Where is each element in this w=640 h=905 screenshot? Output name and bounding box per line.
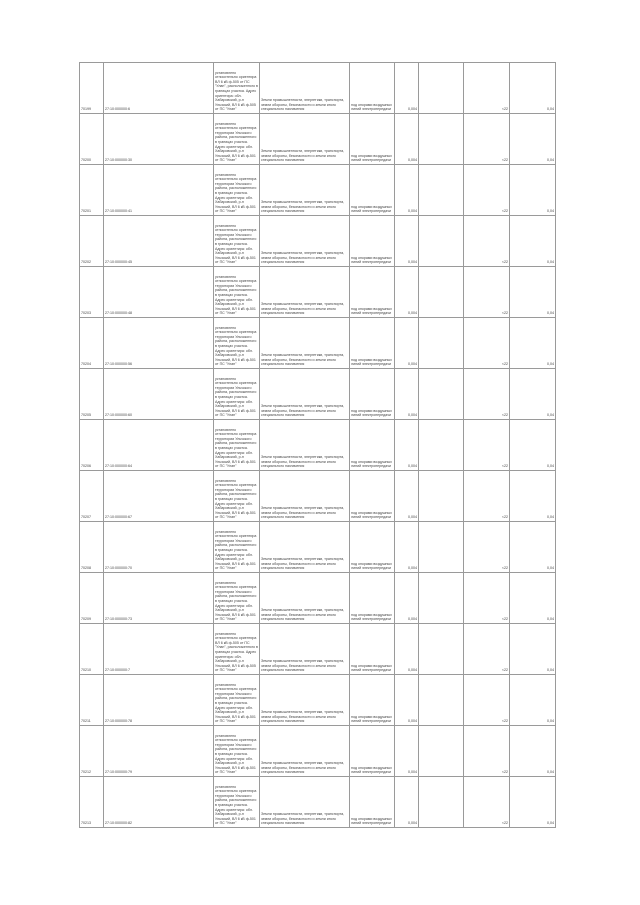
empty-cell	[419, 114, 464, 165]
land-category: Земли промышленности, энергетики, транспорта, земли обороны, безопасности и земли иного специального назначения	[260, 420, 350, 471]
cadastral-number: 27:10:000000:6	[104, 63, 214, 114]
value-b: <22	[464, 471, 510, 522]
location-description: установлено относительно ориентира ВЛ 6 кВ ф-505 от ПС "Улан", расположенного в границах участка. Адрес ориентира: обл. Хабаровский, р-н Ульчский, ВЛ 6 кВ ф-505 от ПС "Улан"	[214, 63, 260, 114]
value-c: 0,04	[510, 471, 556, 522]
permitted-use: под опорами воздушных линий электропередачи	[350, 165, 395, 216]
table-row	[80, 573, 556, 624]
table-row	[80, 777, 556, 828]
location-description: установлено относительно ориентира территории Ульчского района, расположенного в границах участка. Адрес ориентира: обл. Хабаровский, р-н Ульчский, ВЛ 6 кВ ф-501 от ПС "Улан"	[214, 114, 260, 165]
location-description: установлено относительно ориентира территории Ульчского района, расположенного в границах участка. Адрес ориентира: обл. Хабаровский, р-н Ульчский, ВЛ 6 кВ ф-501 от ПС "Улан"	[214, 318, 260, 369]
cadastral-number: 27:10:000000:64	[104, 420, 214, 471]
land-category: Земли промышленности, энергетики, транспорта, земли обороны, безопасности и земли иного специального назначения	[260, 522, 350, 573]
table-row	[80, 114, 556, 165]
cadastral-number: 27:10:000000:60	[104, 369, 214, 420]
table-row	[80, 675, 556, 726]
location-description: установлено относительно ориентира территории Ульчского района, расположенного в границах участка. Адрес ориентира: обл. Хабаровский, р-н Ульчский, ВЛ 6 кВ ф-501 от ПС "Улан"	[214, 216, 260, 267]
row-number: 70205	[80, 369, 104, 420]
area-value: 0,004	[395, 63, 419, 114]
location-description: установлено относительно ориентира территории Ульчского района, расположенного в границах участка. Адрес ориентира: обл. Хабаровский, р-н Ульчский, ВЛ 6 кВ ф-501 от ПС "Улан"	[214, 267, 260, 318]
value-b: <22	[464, 726, 510, 777]
empty-cell	[419, 63, 464, 114]
value-c: 0,04	[510, 216, 556, 267]
permitted-use: под опорами воздушных линий электропередачи	[350, 63, 395, 114]
table-row	[80, 420, 556, 471]
empty-cell	[419, 267, 464, 318]
area-value: 0,004	[395, 726, 419, 777]
row-number: 70206	[80, 420, 104, 471]
row-number: 70212	[80, 726, 104, 777]
location-description: установлено относительно ориентира территории Ульчского района, расположенного в границах участка. Адрес ориентира: обл. Хабаровский, р-н Ульчский, ВЛ 6 кВ ф-501 от ПС "Улан"	[214, 777, 260, 828]
permitted-use: под опорами воздушных линий электропередачи	[350, 420, 395, 471]
cadastral-number: 27:10:000000:78	[104, 675, 214, 726]
land-category: Земли промышленности, энергетики, транспорта, земли обороны, безопасности и земли иного специального назначения	[260, 63, 350, 114]
value-c: 0,04	[510, 573, 556, 624]
table-row	[80, 369, 556, 420]
permitted-use: под опорами воздушных линий электропередачи	[350, 726, 395, 777]
cadastral-number: 27:10:000000:79	[104, 726, 214, 777]
permitted-use: под опорами воздушных линий электропередачи	[350, 777, 395, 828]
cadastral-number: 27:10:000000:45	[104, 216, 214, 267]
area-value: 0,004	[395, 420, 419, 471]
area-value: 0,004	[395, 522, 419, 573]
table-row	[80, 63, 556, 114]
land-category: Земли промышленности, энергетики, транспорта, земли обороны, безопасности и земли иного специального назначения	[260, 573, 350, 624]
land-category: Земли промышленности, энергетики, транспорта, земли обороны, безопасности и земли иного специального назначения	[260, 318, 350, 369]
row-number: 70203	[80, 267, 104, 318]
table-row	[80, 216, 556, 267]
table-row	[80, 165, 556, 216]
permitted-use: под опорами воздушных линий электропередачи	[350, 369, 395, 420]
row-number: 70207	[80, 471, 104, 522]
permitted-use: под опорами воздушных линий электропередачи	[350, 318, 395, 369]
cadastral-number: 27:10:000000:67	[104, 471, 214, 522]
empty-cell	[419, 726, 464, 777]
value-b: <22	[464, 573, 510, 624]
permitted-use: под опорами воздушных линий электропередачи	[350, 522, 395, 573]
location-description: установлено относительно ориентира ВЛ 6 кВ ф-505 от ПС "Улан", расположенного в границах участка. Адрес ориентира: обл. Хабаровский, р-н Ульчский, ВЛ 6 кВ ф-505 от ПС "Улан"	[214, 624, 260, 675]
value-b: <22	[464, 369, 510, 420]
permitted-use: под опорами воздушных линий электропередачи	[350, 216, 395, 267]
location-description: установлено относительно ориентира территории Ульчского района, расположенного в границах участка. Адрес ориентира: обл. Хабаровский, р-н Ульчский, ВЛ 6 кВ ф-501 от ПС "Улан"	[214, 420, 260, 471]
row-number: 70213	[80, 777, 104, 828]
table-body	[80, 63, 556, 828]
row-number: 70208	[80, 522, 104, 573]
empty-cell	[419, 777, 464, 828]
row-number: 70201	[80, 165, 104, 216]
value-b: <22	[464, 267, 510, 318]
location-description: установлено относительно ориентира территории Ульчского района, расположенного в границах участка. Адрес ориентира: обл. Хабаровский, р-н Ульчский, ВЛ 6 кВ ф-501 от ПС "Улан"	[214, 165, 260, 216]
table-row	[80, 624, 556, 675]
value-c: 0,04	[510, 420, 556, 471]
land-category: Земли промышленности, энергетики, транспорта, земли обороны, безопасности и земли иного специального назначения	[260, 777, 350, 828]
row-number: 70211	[80, 675, 104, 726]
empty-cell	[419, 165, 464, 216]
table-row	[80, 522, 556, 573]
area-value: 0,004	[395, 777, 419, 828]
land-category: Земли промышленности, энергетики, транспорта, земли обороны, безопасности и земли иного специального назначения	[260, 114, 350, 165]
table-row	[80, 471, 556, 522]
permitted-use: под опорами воздушных линий электропередачи	[350, 624, 395, 675]
land-category: Земли промышленности, энергетики, транспорта, земли обороны, безопасности и земли иного специального назначения	[260, 165, 350, 216]
area-value: 0,004	[395, 318, 419, 369]
row-number: 70202	[80, 216, 104, 267]
cadastral-number: 27:10:000000:73	[104, 573, 214, 624]
row-number: 70199	[80, 63, 104, 114]
value-c: 0,04	[510, 165, 556, 216]
empty-cell	[419, 318, 464, 369]
cadastral-number: 27:10:000000:70	[104, 522, 214, 573]
empty-cell	[419, 369, 464, 420]
empty-cell	[419, 522, 464, 573]
land-category: Земли промышленности, энергетики, транспорта, земли обороны, безопасности и земли иного специального назначения	[260, 216, 350, 267]
land-category: Земли промышленности, энергетики, транспорта, земли обороны, безопасности и земли иного специального назначения	[260, 471, 350, 522]
land-category: Земли промышленности, энергетики, транспорта, земли обороны, безопасности и земли иного специального назначения	[260, 624, 350, 675]
value-c: 0,04	[510, 522, 556, 573]
permitted-use: под опорами воздушных линий электропередачи	[350, 675, 395, 726]
cadastral-number: 27:10:000000:82	[104, 777, 214, 828]
area-value: 0,004	[395, 624, 419, 675]
location-description: установлено относительно ориентира территории Ульчского района, расположенного в границах участка. Адрес ориентира: обл. Хабаровский, р-н Ульчский, ВЛ 6 кВ ф-501 от ПС "Улан"	[214, 471, 260, 522]
value-b: <22	[464, 522, 510, 573]
permitted-use: под опорами воздушных линий электропередачи	[350, 267, 395, 318]
area-value: 0,004	[395, 369, 419, 420]
value-c: 0,04	[510, 267, 556, 318]
cadastral-number: 27:10:000000:41	[104, 165, 214, 216]
land-category: Земли промышленности, энергетики, транспорта, земли обороны, безопасности и земли иного специального назначения	[260, 267, 350, 318]
area-value: 0,004	[395, 114, 419, 165]
empty-cell	[419, 624, 464, 675]
value-c: 0,04	[510, 777, 556, 828]
value-b: <22	[464, 165, 510, 216]
value-b: <22	[464, 63, 510, 114]
permitted-use: под опорами воздушных линий электропередачи	[350, 573, 395, 624]
permitted-use: под опорами воздушных линий электропередачи	[350, 114, 395, 165]
row-number: 70210	[80, 624, 104, 675]
row-number: 70204	[80, 318, 104, 369]
value-b: <22	[464, 624, 510, 675]
value-c: 0,04	[510, 675, 556, 726]
location-description: установлено относительно ориентира территории Ульчского района, расположенного в границах участка. Адрес ориентира: обл. Хабаровский, р-н Ульчский, ВЛ 6 кВ ф-501 от ПС "Улан"	[214, 522, 260, 573]
land-parcels-table	[79, 62, 556, 828]
value-c: 0,04	[510, 726, 556, 777]
land-category: Земли промышленности, энергетики, транспорта, земли обороны, безопасности и земли иного специального назначения	[260, 675, 350, 726]
value-b: <22	[464, 420, 510, 471]
value-c: 0,04	[510, 114, 556, 165]
cadastral-number: 27:10:000000:56	[104, 318, 214, 369]
location-description: установлено относительно ориентира территории Ульчского района, расположенного в границах участка. Адрес ориентира: обл. Хабаровский, р-н Ульчский, ВЛ 6 кВ ф-501 от ПС "Улан"	[214, 573, 260, 624]
area-value: 0,004	[395, 471, 419, 522]
row-number: 70200	[80, 114, 104, 165]
empty-cell	[419, 216, 464, 267]
value-c: 0,04	[510, 624, 556, 675]
cadastral-number: 27:10:000000:30	[104, 114, 214, 165]
area-value: 0,004	[395, 675, 419, 726]
location-description: установлено относительно ориентира территории Ульчского района, расположенного в границах участка. Адрес ориентира: обл. Хабаровский, р-н Ульчский, ВЛ 6 кВ ф-501 от ПС "Улан"	[214, 726, 260, 777]
value-b: <22	[464, 777, 510, 828]
value-b: <22	[464, 318, 510, 369]
area-value: 0,004	[395, 267, 419, 318]
area-value: 0,004	[395, 165, 419, 216]
table-row	[80, 726, 556, 777]
table-row	[80, 318, 556, 369]
value-b: <22	[464, 216, 510, 267]
area-value: 0,004	[395, 216, 419, 267]
value-c: 0,04	[510, 318, 556, 369]
permitted-use: под опорами воздушных линий электропередачи	[350, 471, 395, 522]
value-c: 0,04	[510, 63, 556, 114]
cadastral-number: 27:10:000000:48	[104, 267, 214, 318]
empty-cell	[419, 471, 464, 522]
value-b: <22	[464, 114, 510, 165]
empty-cell	[419, 675, 464, 726]
land-category: Земли промышленности, энергетики, транспорта, земли обороны, безопасности и земли иного специального назначения	[260, 726, 350, 777]
location-description: установлено относительно ориентира территории Ульчского района, расположенного в границах участка. Адрес ориентира: обл. Хабаровский, р-н Ульчский, ВЛ 6 кВ ф-501 от ПС "Улан"	[214, 675, 260, 726]
row-number: 70209	[80, 573, 104, 624]
value-c: 0,04	[510, 369, 556, 420]
table-row	[80, 267, 556, 318]
land-category: Земли промышленности, энергетики, транспорта, земли обороны, безопасности и земли иного специального назначения	[260, 369, 350, 420]
empty-cell	[419, 420, 464, 471]
empty-cell	[419, 573, 464, 624]
cadastral-number: 27:10:000000:7	[104, 624, 214, 675]
location-description: установлено относительно ориентира территории Ульчского района, расположенного в границах участка. Адрес ориентира: обл. Хабаровский, р-н Ульчский, ВЛ 6 кВ ф-501 от ПС "Улан"	[214, 369, 260, 420]
area-value: 0,004	[395, 573, 419, 624]
value-b: <22	[464, 675, 510, 726]
